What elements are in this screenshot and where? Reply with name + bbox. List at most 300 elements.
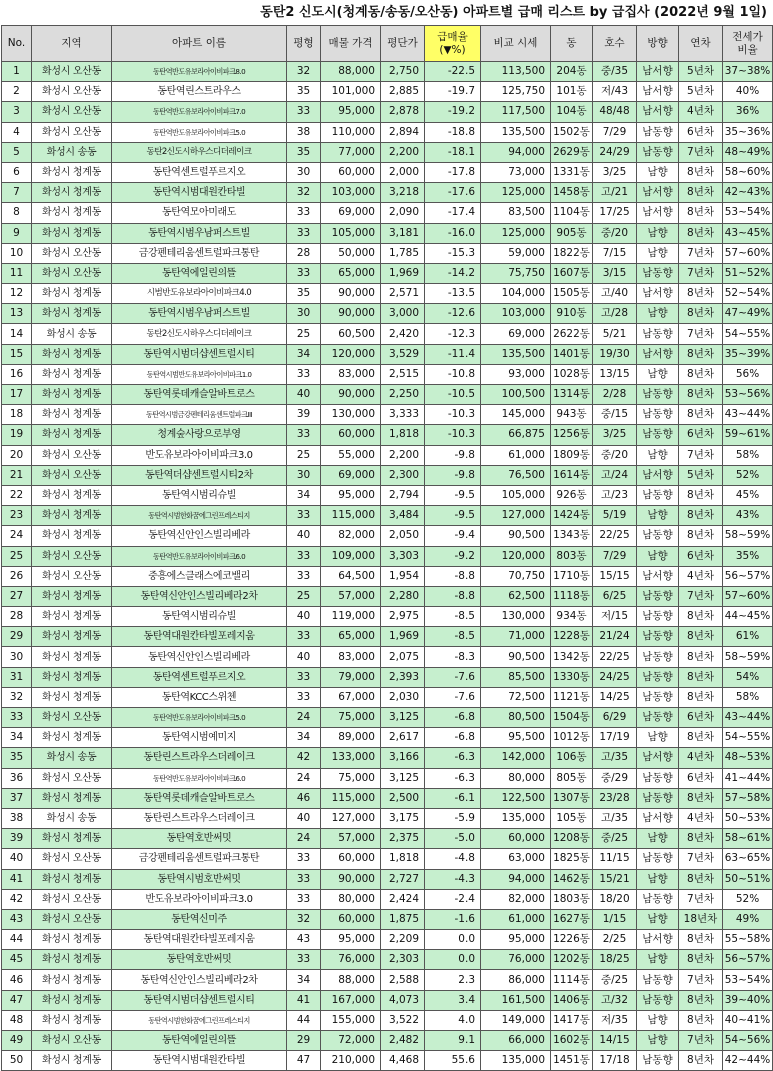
cell-unit: 7/29 [593,122,637,142]
cell-dong: 1314동 [551,385,593,405]
cell-unit: 중/25 [593,829,637,849]
cell-jeonse-ratio: 54~55% [723,728,773,748]
cell-jeonse-ratio: 52~54% [723,284,773,304]
cell-drop-rate: -4.3 [425,869,481,889]
cell-age: 8년차 [679,607,723,627]
cell-no: 46 [2,970,32,990]
cell-price: 105,000 [321,223,381,243]
cell-no: 6 [2,162,32,182]
cell-unit: 5/21 [593,324,637,344]
table-row [2,243,773,263]
cell-apt-name: 동탄2신도시하우스디더레이크 [112,142,287,162]
cell-unit: 고/24 [593,465,637,485]
cell-size: 47 [287,1051,321,1071]
cell-no: 34 [2,728,32,748]
cell-per-pyeong: 2,250 [381,385,425,405]
cell-dong: 926동 [551,485,593,505]
table-row [2,526,773,546]
cell-size: 33 [287,364,321,384]
cell-age: 8년차 [679,869,723,889]
cell-apt-name: 동탄역반도유보라아이비파크8.0 [112,62,287,82]
cell-no: 47 [2,990,32,1010]
cell-no: 23 [2,506,32,526]
cell-direction: 남향 [637,364,679,384]
cell-region: 화성시 송동 [32,324,112,344]
cell-drop-rate: -6.3 [425,768,481,788]
cell-compare: 75,750 [481,263,551,283]
cell-dong: 1803동 [551,889,593,909]
table-row [2,990,773,1010]
cell-region: 화성시 오산동 [32,909,112,929]
cell-compare: 95,000 [481,930,551,950]
cell-region: 화성시 청계동 [32,203,112,223]
cell-per-pyeong: 2,885 [381,82,425,102]
cell-direction: 남동향 [637,647,679,667]
cell-jeonse-ratio: 35% [723,546,773,566]
cell-region: 화성시 청계동 [32,183,112,203]
cell-age: 8년차 [679,829,723,849]
cell-per-pyeong: 3,218 [381,183,425,203]
cell-per-pyeong: 2,303 [381,950,425,970]
cell-direction: 남동향 [637,607,679,627]
cell-per-pyeong: 2,750 [381,62,425,82]
cell-no: 33 [2,708,32,728]
table-row [2,1051,773,1071]
cell-direction: 남동향 [637,687,679,707]
cell-per-pyeong: 1,969 [381,263,425,283]
table-row [2,869,773,889]
cell-no: 17 [2,385,32,405]
cell-no: 13 [2,304,32,324]
header-jeonse-line2: 비율 [737,43,758,56]
cell-size: 34 [287,485,321,505]
cell-size: 33 [287,869,321,889]
cell-dong: 1627동 [551,909,593,929]
cell-dong: 1602동 [551,1031,593,1051]
cell-per-pyeong: 3,125 [381,768,425,788]
cell-region: 화성시 청계동 [32,162,112,182]
cell-region: 화성시 송동 [32,808,112,828]
cell-price: 83,000 [321,647,381,667]
cell-jeonse-ratio: 47~49% [723,304,773,324]
cell-size: 40 [287,647,321,667]
cell-compare: 60,000 [481,829,551,849]
cell-compare: 100,500 [481,385,551,405]
cell-per-pyeong: 1,818 [381,425,425,445]
cell-per-pyeong: 2,515 [381,364,425,384]
cell-age: 5년차 [679,62,723,82]
header-direction: 방향 [637,26,679,62]
cell-direction: 남서향 [637,102,679,122]
table-row [2,203,773,223]
cell-dong: 910동 [551,304,593,324]
cell-direction: 남동향 [637,627,679,647]
cell-compare: 61,000 [481,909,551,929]
cell-drop-rate: -9.2 [425,546,481,566]
cell-size: 30 [287,162,321,182]
cell-region: 화성시 오산동 [32,465,112,485]
cell-per-pyeong: 2,280 [381,586,425,606]
cell-per-pyeong: 2,200 [381,142,425,162]
table-row [2,1010,773,1030]
cell-unit: 7/29 [593,546,637,566]
cell-age: 7년차 [679,889,723,909]
cell-dong: 1208동 [551,829,593,849]
cell-compare: 76,000 [481,950,551,970]
cell-unit: 1/15 [593,909,637,929]
cell-age: 7년차 [679,263,723,283]
cell-apt-name: 동탄역시범더샵센트럴시티 [112,344,287,364]
cell-unit: 23/28 [593,788,637,808]
cell-age: 8년차 [679,162,723,182]
table-row [2,708,773,728]
cell-drop-rate: -17.6 [425,183,481,203]
cell-no: 45 [2,950,32,970]
cell-unit: 2/25 [593,930,637,950]
cell-price: 133,000 [321,748,381,768]
cell-dong: 1330동 [551,667,593,687]
cell-apt-name: 동탄역신안인스빌리베라2차 [112,970,287,990]
cell-per-pyeong: 2,588 [381,970,425,990]
cell-direction: 남동향 [637,970,679,990]
cell-price: 60,000 [321,909,381,929]
cell-dong: 1104동 [551,203,593,223]
cell-apt-name: 동탄역센트럴푸르지오 [112,667,287,687]
cell-age: 7년차 [679,849,723,869]
cell-compare: 135,000 [481,1051,551,1071]
cell-size: 33 [287,889,321,909]
cell-apt-name: 동탄역시범예미지 [112,728,287,748]
listing-table [1,25,773,1071]
cell-unit: 19/30 [593,344,637,364]
cell-size: 41 [287,990,321,1010]
table-row [2,62,773,82]
cell-unit: 13/15 [593,364,637,384]
cell-drop-rate: 2.3 [425,970,481,990]
cell-apt-name: 동탄역시범호반써밋 [112,869,287,889]
cell-no: 49 [2,1031,32,1051]
cell-apt-name: 동탄역시범리슈빌 [112,607,287,627]
cell-apt-name: 금강펜테리움센트럴파크통탄 [112,849,287,869]
cell-compare: 83,500 [481,203,551,223]
cell-dong: 1028동 [551,364,593,384]
cell-apt-name: 동탄역롯데캐슬알바트로스 [112,385,287,405]
cell-direction: 남서향 [637,344,679,364]
cell-age: 6년차 [679,768,723,788]
cell-age: 18년차 [679,909,723,929]
cell-apt-name: 동탄역신안인스빌리베라 [112,647,287,667]
cell-direction: 남서향 [637,465,679,485]
cell-unit: 고/28 [593,304,637,324]
cell-compare: 63,000 [481,849,551,869]
cell-apt-name: 동탄역시범한화꿈에그린프레스티지 [112,506,287,526]
table-row [2,728,773,748]
table-row [2,183,773,203]
cell-size: 24 [287,829,321,849]
cell-region: 화성시 오산동 [32,566,112,586]
cell-size: 34 [287,344,321,364]
table-row [2,445,773,465]
cell-per-pyeong: 3,166 [381,748,425,768]
cell-unit: 3/25 [593,425,637,445]
cell-unit: 18/20 [593,889,637,909]
cell-jeonse-ratio: 58% [723,445,773,465]
cell-age: 6년차 [679,122,723,142]
cell-size: 34 [287,970,321,990]
cell-age: 8년차 [679,1010,723,1030]
cell-per-pyeong: 4,073 [381,990,425,1010]
cell-apt-name: 동탄역더샵센트럴시티2차 [112,465,287,485]
cell-age: 8년차 [679,405,723,425]
cell-drop-rate: -11.4 [425,344,481,364]
cell-region: 화성시 오산동 [32,889,112,909]
cell-no: 41 [2,869,32,889]
cell-apt-name: 동탄린스트라우스더레이크 [112,748,287,768]
table-row [2,627,773,647]
cell-drop-rate: -10.3 [425,405,481,425]
cell-size: 33 [287,203,321,223]
cell-jeonse-ratio: 50~53% [723,808,773,828]
cell-no: 32 [2,687,32,707]
cell-no: 2 [2,82,32,102]
cell-apt-name: 동탄역모아미래도 [112,203,287,223]
cell-size: 35 [287,142,321,162]
cell-jeonse-ratio: 58% [723,687,773,707]
cell-no: 42 [2,889,32,909]
cell-price: 55,000 [321,445,381,465]
cell-jeonse-ratio: 58~61% [723,829,773,849]
cell-per-pyeong: 2,090 [381,203,425,223]
cell-direction: 남향 [637,506,679,526]
cell-dong: 1012동 [551,728,593,748]
cell-unit: 6/29 [593,708,637,728]
cell-age: 8년차 [679,647,723,667]
cell-apt-name: 동탄역신미주 [112,909,287,929]
cell-direction: 남동향 [637,788,679,808]
header-row [2,26,773,62]
cell-region: 화성시 청계동 [32,344,112,364]
cell-age: 7년차 [679,1031,723,1051]
cell-no: 29 [2,627,32,647]
cell-price: 79,000 [321,667,381,687]
cell-compare: 94,000 [481,142,551,162]
cell-age: 8년차 [679,183,723,203]
header-drop-rate-line1: 급매율 [437,30,468,43]
cell-price: 77,000 [321,142,381,162]
cell-per-pyeong: 1,818 [381,849,425,869]
table-row [2,687,773,707]
cell-apt-name: 동탄역시범대원칸타빌 [112,1051,287,1071]
cell-drop-rate: -8.5 [425,607,481,627]
cell-drop-rate: 55.6 [425,1051,481,1071]
cell-price: 95,000 [321,485,381,505]
cell-unit: 48/48 [593,102,637,122]
cell-region: 화성시 청계동 [32,1010,112,1030]
cell-per-pyeong: 2,727 [381,869,425,889]
cell-price: 83,000 [321,364,381,384]
cell-per-pyeong: 2,794 [381,485,425,505]
cell-jeonse-ratio: 36% [723,102,773,122]
cell-price: 119,000 [321,607,381,627]
cell-direction: 남향 [637,223,679,243]
cell-direction: 남서향 [637,82,679,102]
cell-per-pyeong: 2,300 [381,465,425,485]
cell-no: 19 [2,425,32,445]
cell-compare: 71,000 [481,627,551,647]
cell-direction: 남향 [637,162,679,182]
table-row [2,566,773,586]
cell-price: 95,000 [321,102,381,122]
cell-region: 화성시 송동 [32,142,112,162]
cell-price: 101,000 [321,82,381,102]
cell-age: 4년차 [679,808,723,828]
cell-age: 8년차 [679,304,723,324]
cell-jeonse-ratio: 54~56% [723,1031,773,1051]
cell-no: 43 [2,909,32,929]
cell-dong: 1825동 [551,849,593,869]
cell-dong: 1502동 [551,122,593,142]
cell-jeonse-ratio: 48~49% [723,142,773,162]
cell-size: 29 [287,1031,321,1051]
cell-dong: 105동 [551,808,593,828]
cell-drop-rate: 9.1 [425,1031,481,1051]
cell-price: 76,000 [321,950,381,970]
cell-direction: 남동향 [637,122,679,142]
cell-dong: 1202동 [551,950,593,970]
cell-apt-name: 동탄역반도유보라아이비파크6.0 [112,768,287,788]
cell-unit: 저/15 [593,607,637,627]
cell-age: 6년차 [679,546,723,566]
cell-direction: 남향 [637,869,679,889]
cell-drop-rate: -9.4 [425,526,481,546]
cell-price: 155,000 [321,1010,381,1030]
cell-no: 31 [2,667,32,687]
cell-age: 6년차 [679,425,723,445]
cell-compare: 149,000 [481,1010,551,1030]
cell-jeonse-ratio: 42~43% [723,183,773,203]
cell-per-pyeong: 2,571 [381,284,425,304]
cell-unit: 7/15 [593,243,637,263]
cell-apt-name: 동탄역신안인스빌리베라 [112,526,287,546]
cell-size: 33 [287,506,321,526]
cell-size: 33 [287,849,321,869]
cell-unit: 3/25 [593,162,637,182]
cell-compare: 76,500 [481,465,551,485]
cell-jeonse-ratio: 37~38% [723,62,773,82]
cell-compare: 135,500 [481,344,551,364]
cell-direction: 남동향 [637,425,679,445]
cell-apt-name: 동탄역호반써밋 [112,829,287,849]
cell-per-pyeong: 3,000 [381,304,425,324]
cell-per-pyeong: 2,482 [381,1031,425,1051]
cell-unit: 중/25 [593,970,637,990]
table-row [2,768,773,788]
cell-drop-rate: -6.1 [425,788,481,808]
cell-price: 88,000 [321,970,381,990]
cell-unit: 14/25 [593,687,637,707]
cell-compare: 103,000 [481,304,551,324]
cell-price: 130,000 [321,405,381,425]
cell-jeonse-ratio: 40~41% [723,1010,773,1030]
cell-size: 33 [287,263,321,283]
cell-direction: 남동향 [637,324,679,344]
cell-unit: 2/28 [593,385,637,405]
cell-compare: 117,500 [481,102,551,122]
cell-per-pyeong: 2,878 [381,102,425,122]
cell-size: 33 [287,223,321,243]
cell-price: 65,000 [321,627,381,647]
cell-age: 8년차 [679,344,723,364]
cell-apt-name: 반도유보라아이비파크3.0 [112,889,287,909]
cell-unit: 24/25 [593,667,637,687]
cell-jeonse-ratio: 50~51% [723,869,773,889]
cell-no: 7 [2,183,32,203]
table-row [2,748,773,768]
cell-size: 39 [287,405,321,425]
header-price: 매물 가격 [321,26,381,62]
cell-apt-name: 금강펜테리움센트럴파크통탄 [112,243,287,263]
cell-region: 화성시 청계동 [32,304,112,324]
cell-region: 화성시 청계동 [32,607,112,627]
table-row [2,930,773,950]
cell-no: 5 [2,142,32,162]
cell-jeonse-ratio: 55~58% [723,930,773,950]
cell-jeonse-ratio: 53~54% [723,970,773,990]
cell-no: 12 [2,284,32,304]
cell-region: 화성시 청계동 [32,930,112,950]
cell-jeonse-ratio: 51~52% [723,263,773,283]
cell-direction: 남향 [637,728,679,748]
cell-drop-rate: -6.8 [425,708,481,728]
cell-per-pyeong: 1,954 [381,566,425,586]
cell-price: 80,000 [321,889,381,909]
cell-age: 8년차 [679,485,723,505]
cell-drop-rate: -7.6 [425,667,481,687]
cell-drop-rate: -15.3 [425,243,481,263]
cell-region: 화성시 송동 [32,748,112,768]
cell-no: 44 [2,930,32,950]
cell-size: 46 [287,788,321,808]
cell-size: 38 [287,122,321,142]
cell-region: 화성시 청계동 [32,647,112,667]
cell-drop-rate: -2.4 [425,889,481,909]
cell-jeonse-ratio: 56% [723,364,773,384]
cell-size: 33 [287,667,321,687]
cell-region: 화성시 청계동 [32,829,112,849]
cell-age: 8년차 [679,667,723,687]
cell-compare: 69,000 [481,324,551,344]
header-jeonse-line1: 전세가 [732,30,763,43]
cell-per-pyeong: 2,420 [381,324,425,344]
cell-compare: 127,000 [481,506,551,526]
table-row [2,829,773,849]
cell-size: 33 [287,546,321,566]
cell-compare: 122,500 [481,788,551,808]
cell-age: 8년차 [679,284,723,304]
table-row [2,102,773,122]
cell-drop-rate: -9.5 [425,485,481,505]
cell-age: 4년차 [679,566,723,586]
cell-no: 14 [2,324,32,344]
header-drop-rate-line2: (▼%) [439,43,466,56]
cell-compare: 90,500 [481,647,551,667]
cell-price: 72,000 [321,1031,381,1051]
cell-age: 7년차 [679,324,723,344]
cell-no: 30 [2,647,32,667]
cell-no: 48 [2,1010,32,1030]
cell-unit: 고/23 [593,485,637,505]
cell-age: 8년차 [679,385,723,405]
